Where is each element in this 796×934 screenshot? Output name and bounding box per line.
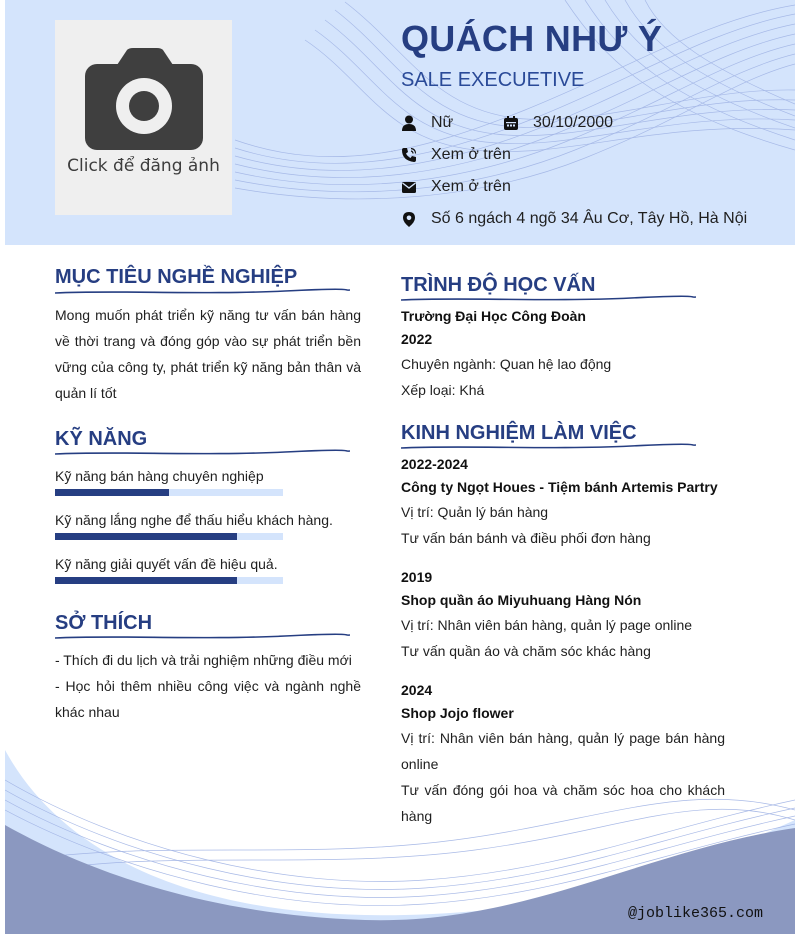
phone-value: Xem ở trên xyxy=(431,146,511,163)
email-icon xyxy=(401,179,417,195)
job-role: Vị trí: Quản lý bán hàng xyxy=(401,504,549,520)
hobby-line: - Học hỏi thêm nhiều công việc và ngành nghề xyxy=(55,678,361,694)
job-period: 2019 xyxy=(401,569,433,585)
skills-underline xyxy=(55,449,350,457)
location-icon xyxy=(401,211,417,227)
objective-line: Mong muốn phát triển kỹ năng tư vấn bán hàng xyxy=(55,307,361,323)
email-row xyxy=(401,178,511,196)
job-description: Tư vấn đóng gói hoa và chăm sóc hoa cho khách xyxy=(401,782,725,798)
address-value: Số 6 ngách 4 ngõ 34 Âu Cơ, Tây Hồ, Hà Nội xyxy=(431,210,748,227)
objective-line: về thời trang và đóng góp vào sự phát triển bền xyxy=(55,333,361,349)
objective-underline xyxy=(55,288,350,296)
objective-text xyxy=(55,302,361,406)
education-title: TRÌNH ĐỘ HỌC VẤN xyxy=(401,274,596,296)
address-row xyxy=(401,210,747,228)
job-company: Shop Jojo flower xyxy=(401,705,514,721)
skill-label: Kỹ năng lắng nghe để thấu hiểu khách hàng. xyxy=(55,512,333,528)
hobbies-text xyxy=(55,647,361,725)
footer-brand: @joblike365.com xyxy=(628,905,764,922)
skill-bar-fill xyxy=(55,577,237,584)
job-period: 2024 xyxy=(401,682,433,698)
hobbies-underline xyxy=(55,633,350,641)
job-role: Vị trí: Nhân viên bán hàng, quản lý page online xyxy=(401,617,693,633)
job-company: Công ty Ngọt Houes - Tiệm bánh Artemis Partry xyxy=(401,479,718,495)
user-icon xyxy=(401,115,417,131)
job-role: Vị trí: Nhân viên bán hàng, quản lý page bán hàng xyxy=(401,730,725,746)
cv-page xyxy=(5,0,795,934)
hobby-line: khác nhau xyxy=(55,704,120,720)
calendar-icon xyxy=(503,115,519,131)
gender-value: Nữ xyxy=(431,114,454,131)
job-company: Shop quần áo Miyuhuang Hàng Nón xyxy=(401,592,642,608)
photo-caption: Click để đăng ảnh xyxy=(67,156,220,176)
objective-line: vững của công ty, phát triển kỹ năng bản thân và xyxy=(55,359,361,375)
skills-title: KỸ NĂNG xyxy=(55,428,148,450)
camera-icon xyxy=(85,48,203,150)
skill-bar-fill xyxy=(55,533,237,540)
skill-bar-fill xyxy=(55,489,169,496)
experience-title: KINH NGHIỆM LÀM VIỆC xyxy=(401,422,637,444)
grade: Xếp loại: Khá xyxy=(401,382,485,398)
job-title: SALE EXECUETIVE xyxy=(401,69,585,91)
profile-photo-placeholder[interactable] xyxy=(55,20,232,215)
candidate-name: QUÁCH NHƯ Ý xyxy=(401,18,663,59)
education-underline xyxy=(401,295,696,303)
hobby-line: - Thích đi du lịch và trải nghiệm những điều mới xyxy=(55,652,352,668)
hobbies-title: SỞ THÍCH xyxy=(55,612,153,634)
skill-bar xyxy=(55,489,283,496)
objective-line: quản lí tốt xyxy=(55,385,117,401)
birthday-row xyxy=(503,114,613,132)
job-description: hàng xyxy=(401,808,433,824)
major: Chuyên ngành: Quan hệ lao động xyxy=(401,356,612,372)
phone-row xyxy=(401,146,511,164)
skill-label: Kỹ năng giải quyết vấn đề hiệu quả. xyxy=(55,556,278,572)
phone-icon xyxy=(401,147,417,163)
job-role: online xyxy=(401,756,439,772)
job-description: Tư vấn quần áo và chăm sóc khác hàng xyxy=(401,643,651,659)
skill-label: Kỹ năng bán hàng chuyên nghiệp xyxy=(55,468,264,484)
job-description: Tư vấn bán bánh và điều phối đơn hàng xyxy=(401,530,651,546)
objective-title: MỤC TIÊU NGHỀ NGHIỆP xyxy=(55,266,298,288)
experience-underline xyxy=(401,443,696,451)
skill-bar xyxy=(55,577,283,584)
job-period: 2022-2024 xyxy=(401,456,468,472)
gender-row xyxy=(401,114,453,132)
skill-bar xyxy=(55,533,283,540)
email-value: Xem ở trên xyxy=(431,178,511,195)
birthday-value: 30/10/2000 xyxy=(533,114,614,131)
school-name: Trường Đại Học Công Đoàn xyxy=(401,308,586,324)
graduation-year: 2022 xyxy=(401,331,433,347)
